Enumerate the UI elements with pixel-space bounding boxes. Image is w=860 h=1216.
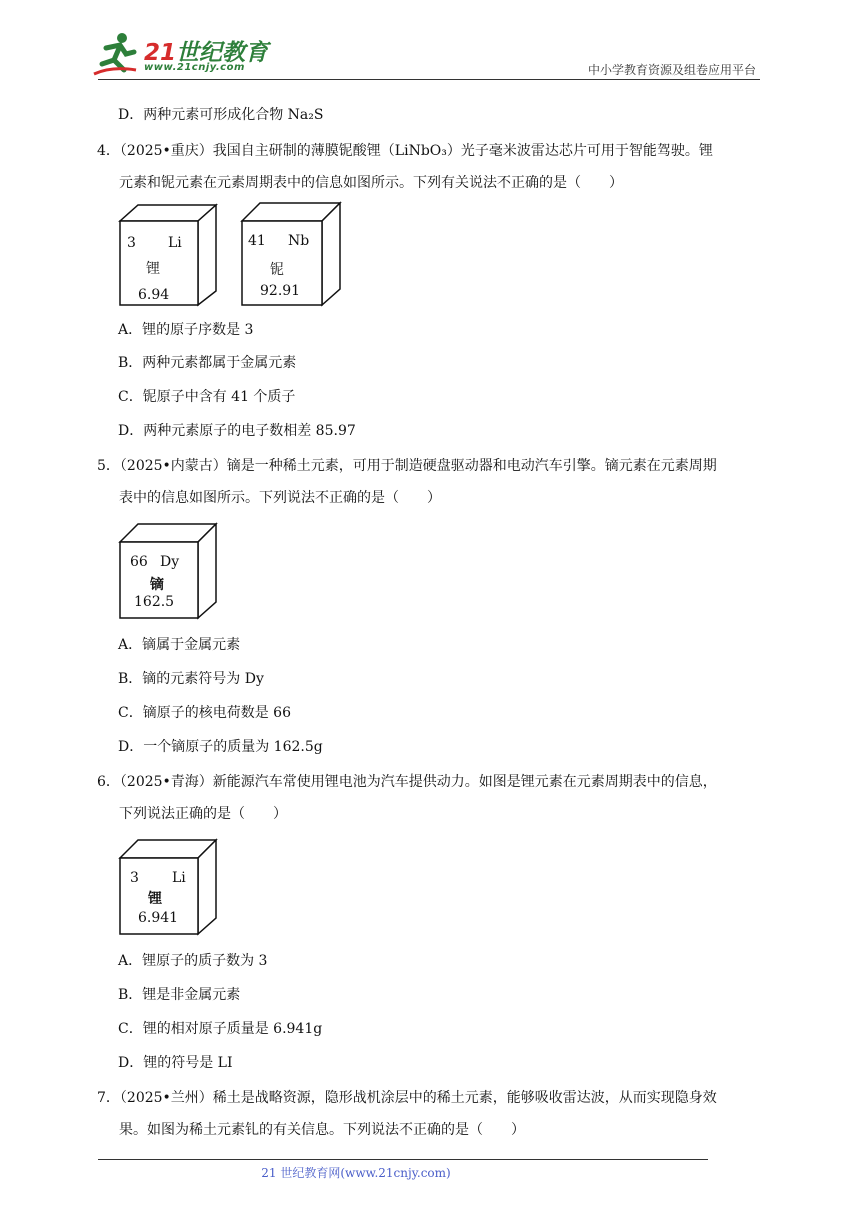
q6-option-a: A．锂原子的质子数为 3 [118, 953, 268, 969]
element-name: 锂 [148, 891, 162, 907]
q6-option-c: C．锂的相对原子质量是 6.941g [118, 1021, 323, 1037]
element-symbol: Nb [288, 233, 310, 249]
q4-option-b: B．两种元素都属于金属元素 [118, 355, 297, 371]
q4-element-card-nb [240, 201, 342, 307]
q4-option-d: D．两种元素原子的电子数相差 85.97 [118, 423, 356, 439]
q5-option-b: B．镝的元素符号为 Dy [118, 671, 264, 687]
q5-stem-line1: 5．（2025•内蒙古）镝是一种稀土元素，可用于制造硬盘驱动器和电动汽车引擎。镝元素在元素周期 [97, 458, 717, 474]
brand-name: 21世纪教育 [144, 40, 269, 66]
logo [92, 30, 272, 78]
runner-logo-icon [92, 30, 138, 76]
atomic-number: 66 [130, 554, 148, 570]
page-footer [0, 1164, 860, 1181]
q4-option-c: C．铌原子中含有 41 个质子 [118, 389, 296, 405]
q6-option-d: D．锂的符号是 LI [118, 1055, 233, 1071]
q6-option-b: B．锂是非金属元素 [118, 987, 241, 1003]
q4-stem-line1: 4．（2025•重庆）我国自主研制的薄膜铌酸锂（LiNbO₃）光子毫米波雷达芯片可用于智能驾驶。锂 [97, 143, 713, 159]
footer-link[interactable]: 21 世纪教育网(www.21cnjy.com) [261, 1166, 451, 1180]
q4-element-card-li [118, 203, 218, 307]
element-symbol: Dy [160, 554, 180, 570]
element-name: 镝 [150, 577, 164, 593]
element-name: 锂 [146, 261, 160, 277]
q5-option-a: A．镝属于金属元素 [118, 637, 241, 653]
prev-option-d: D．两种元素可形成化合物 Na₂S [118, 107, 324, 123]
brand-url: www.21cnjy.com [144, 62, 245, 73]
element-name: 铌 [270, 262, 284, 278]
element-symbol: Li [172, 870, 186, 886]
q5-option-d: D．一个镝原子的质量为 162.5g [118, 739, 323, 755]
q6-stem-line2: 下列说法正确的是（ ） [119, 806, 287, 822]
atomic-number: 41 [248, 233, 266, 249]
atomic-mass: 92.91 [260, 283, 301, 299]
q5-option-c: C．镝原子的核电荷数是 66 [118, 705, 291, 721]
q7-stem-line2: 果。如图为稀土元素钆的有关信息。下列说法不正确的是（ ） [119, 1122, 525, 1138]
q5-element-card-dy [118, 522, 218, 620]
header-divider [98, 79, 760, 80]
q6-element-card-li [118, 838, 218, 936]
q4-stem-line2: 元素和铌元素在元素周期表中的信息如图所示。下列有关说法不正确的是（ ） [119, 175, 623, 191]
q5-stem-line2: 表中的信息如图所示。下列说法不正确的是（ ） [119, 490, 441, 506]
platform-title: 中小学教育资源及组卷应用平台 [587, 63, 756, 77]
footer-divider [98, 1159, 708, 1160]
element-symbol: Li [168, 235, 182, 251]
page-header [0, 0, 860, 80]
q4-option-a: A．锂的原子序数是 3 [118, 322, 254, 338]
atomic-mass: 162.5 [134, 594, 175, 610]
atomic-mass: 6.941 [138, 910, 179, 926]
atomic-number: 3 [130, 870, 139, 886]
q6-stem-line1: 6．（2025•青海）新能源汽车常使用锂电池为汽车提供动力。如图是锂元素在元素周期表中的信息， [97, 774, 717, 790]
q7-stem-line1: 7．（2025•兰州）稀土是战略资源，隐形战机涂层中的稀土元素，能够吸收雷达波，从而实现隐身效 [97, 1090, 717, 1106]
atomic-number: 3 [127, 235, 136, 251]
atomic-mass: 6.94 [138, 287, 170, 303]
